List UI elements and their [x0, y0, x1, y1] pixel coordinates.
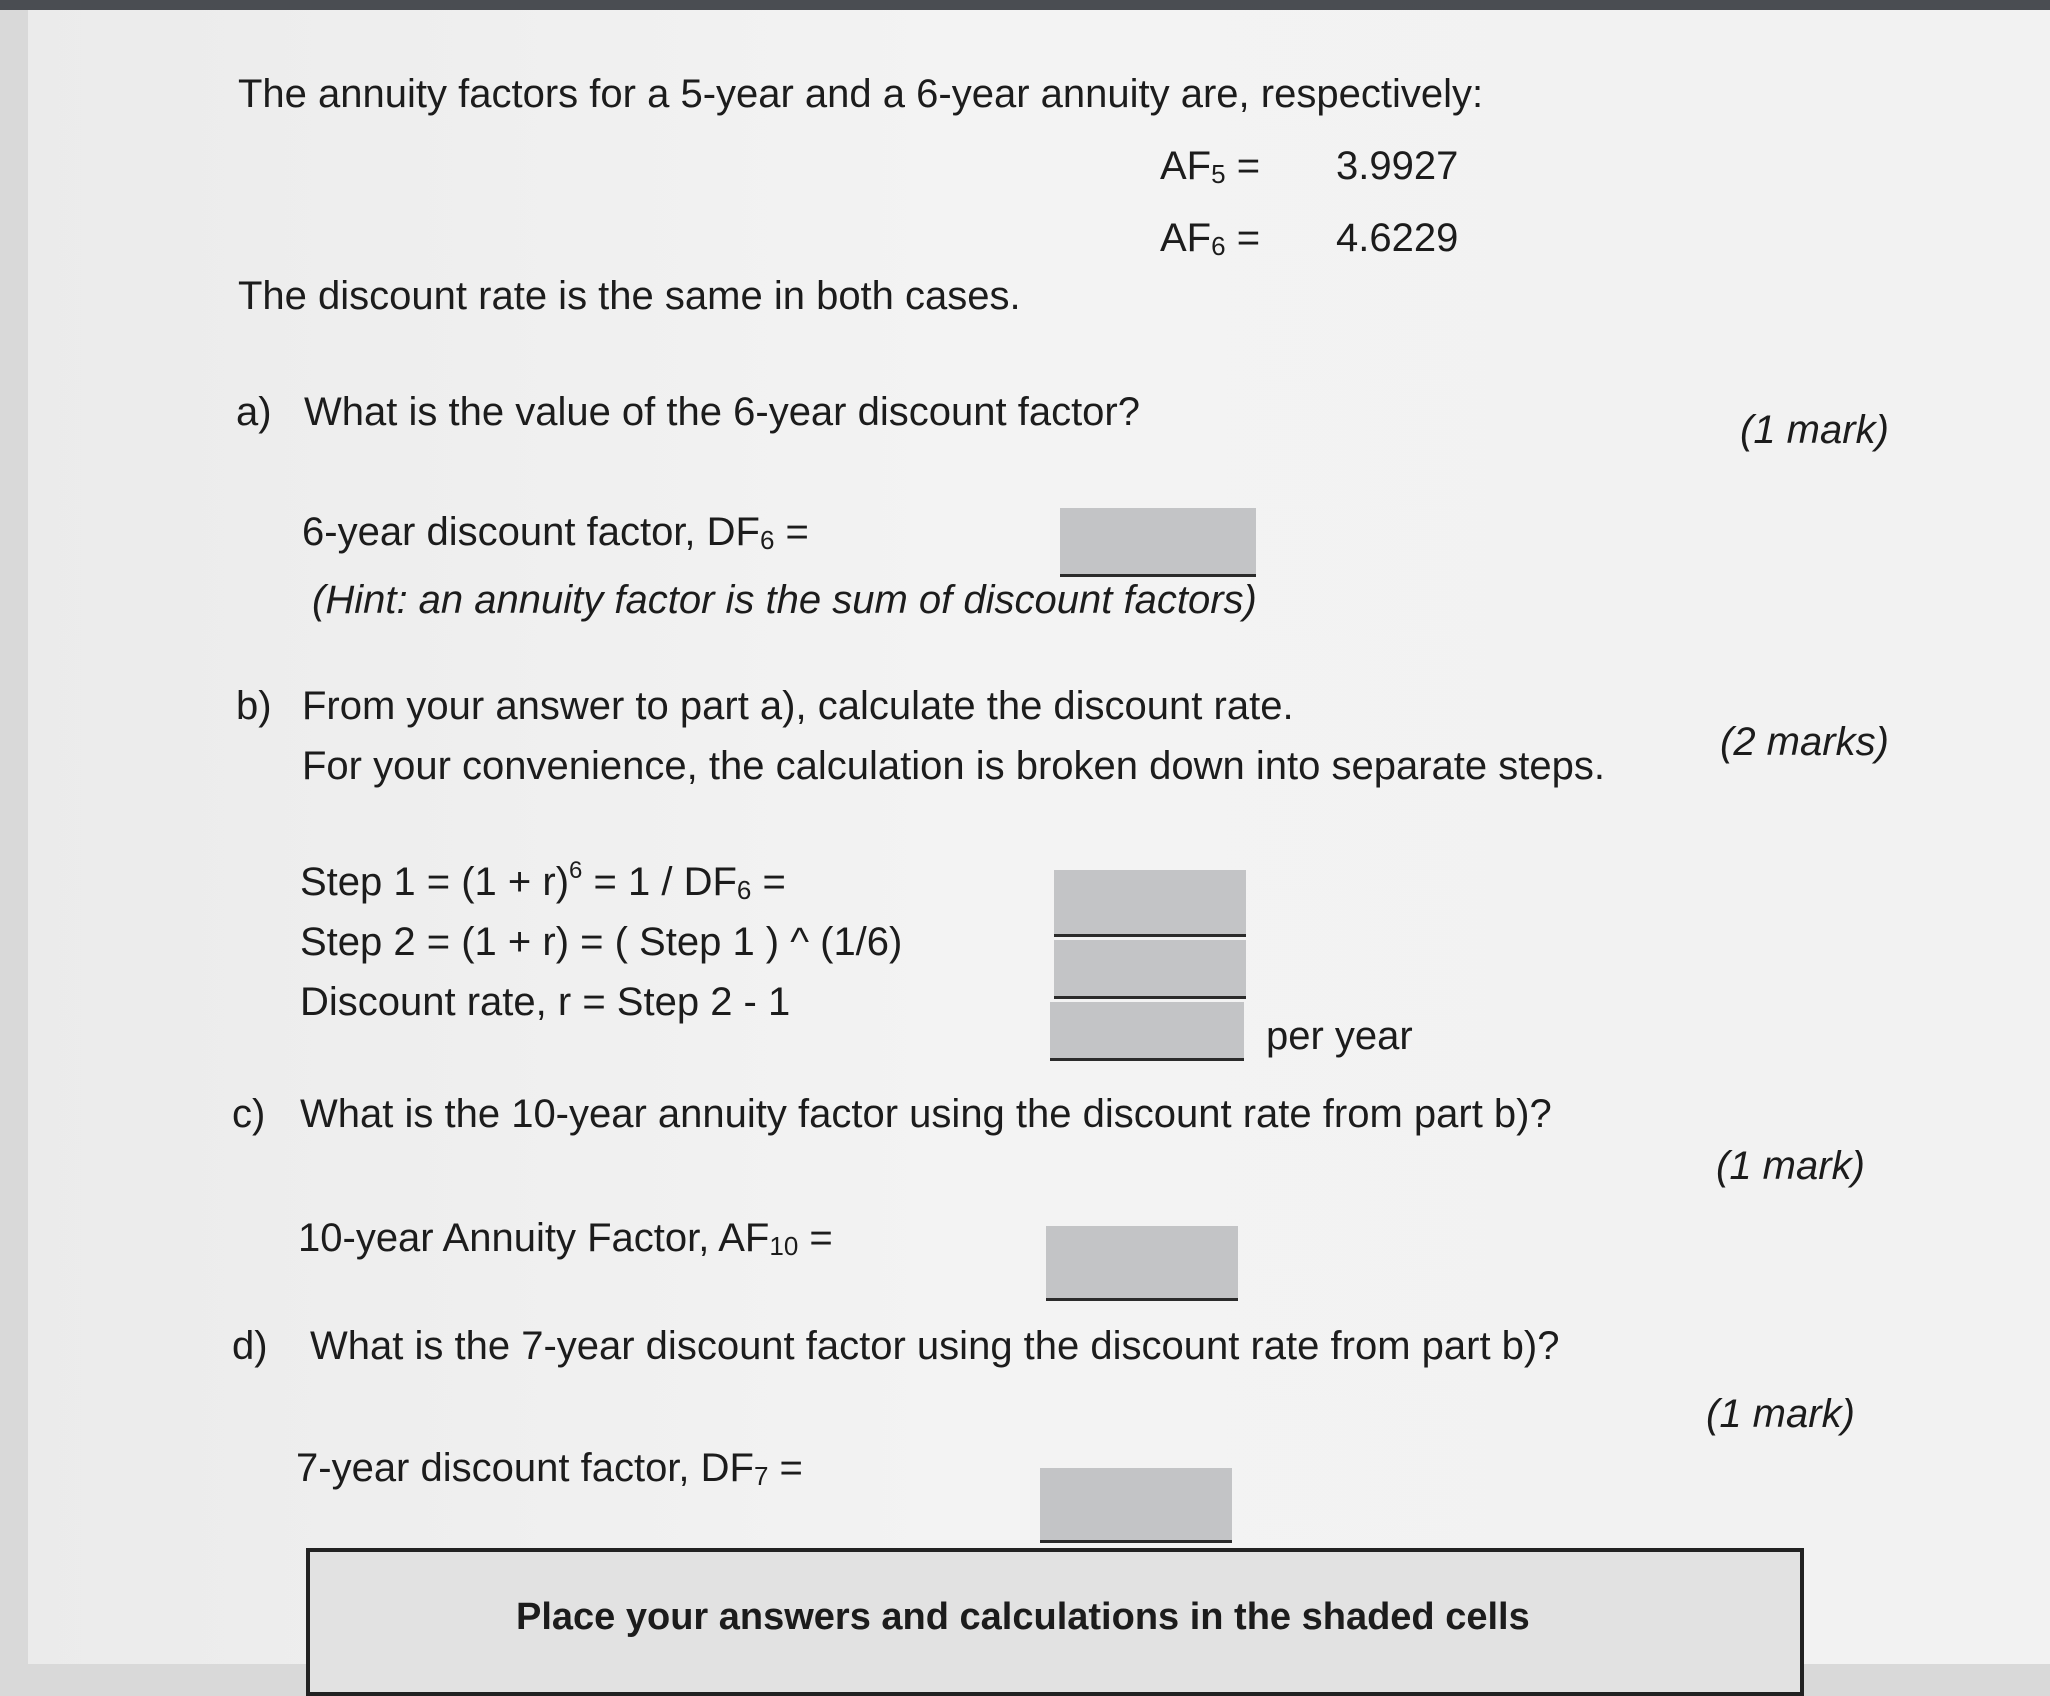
intro-text: The annuity factors for a 5-year and a 6-year annuity are, respectively:	[238, 72, 1484, 116]
part-c-marks: (1 mark)	[1716, 1144, 1865, 1188]
part-c-answer-label: 10-year Annuity Factor, $AF_{10}$ =	[298, 1216, 833, 1261]
step-2-text: Step 2 = (1 + r) = ( Step 1 ) ^ (1/6)	[300, 920, 903, 964]
part-c-question: What is the 10-year annuity factor using the discount rate from part b)?	[300, 1092, 1552, 1136]
instructions-text: Place your answers and calculations in the shaded cells	[516, 1596, 1530, 1638]
part-a-hint: (Hint: an annuity factor is the sum of discount factors)	[312, 578, 1257, 622]
step-2-cell[interactable]	[1054, 940, 1246, 999]
same-rate-note: The discount rate is the same in both cases.	[238, 274, 1021, 318]
part-a-answer-cell[interactable]	[1060, 508, 1256, 577]
part-a-question: What is the value of the 6-year discount factor?	[304, 390, 1140, 434]
part-a-answer-label: 6-year discount factor, $DF_6$ =	[302, 510, 809, 555]
step-3-text: Discount rate, r = Step 2 - 1	[300, 980, 791, 1024]
step-1-text: Step $1 = (1 + r)^6 = 1 / DF_6$ =	[300, 857, 786, 905]
af6-value: 4.6229	[1336, 216, 1459, 260]
af6-label: $AF_6$ =	[1160, 216, 1261, 261]
part-a-letter: a)	[236, 390, 272, 434]
part-d-question: What is the 7-year discount factor using the discount rate from part b)?	[310, 1324, 1560, 1368]
af5-value: 3.9927	[1336, 144, 1459, 188]
part-b-question-2: For your convenience, the calculation is broken down into separate steps.	[302, 744, 1605, 788]
part-d-letter: d)	[232, 1324, 268, 1368]
af5-label: $AF_5$ =	[1160, 144, 1261, 189]
part-c-answer-cell[interactable]	[1046, 1226, 1238, 1301]
part-b-question: From your answer to part a), calculate the discount rate.	[302, 684, 1294, 728]
part-d-marks: (1 mark)	[1706, 1392, 1855, 1436]
part-d-answer-cell[interactable]	[1040, 1468, 1232, 1543]
part-b-letter: b)	[236, 684, 272, 728]
step-1-cell[interactable]	[1054, 870, 1246, 937]
per-year-label: per year	[1266, 1014, 1413, 1058]
part-d-answer-label: 7-year discount factor, $DF_7$ =	[296, 1446, 803, 1491]
part-b-marks: (2 marks)	[1720, 720, 1889, 764]
top-edge	[0, 0, 2050, 10]
part-c-letter: c)	[232, 1092, 266, 1136]
discount-rate-cell[interactable]	[1050, 1002, 1244, 1061]
part-a-marks: (1 mark)	[1740, 408, 1889, 452]
